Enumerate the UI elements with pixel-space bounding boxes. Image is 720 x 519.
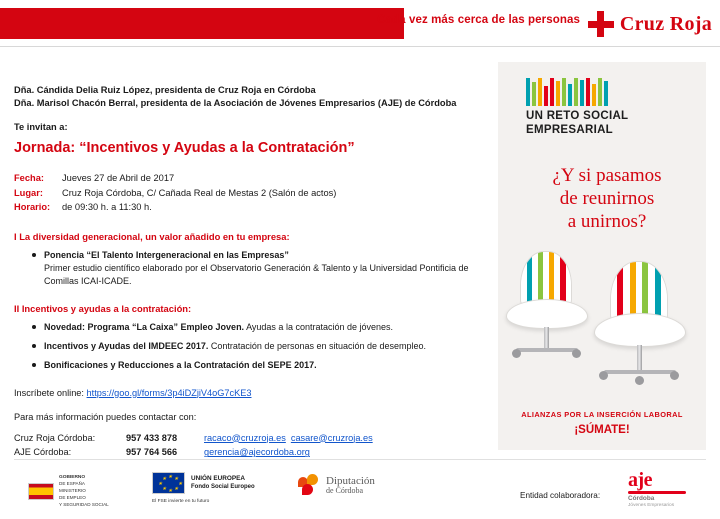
header-red-bar xyxy=(0,8,404,39)
chair-right-base xyxy=(604,370,676,374)
union-europea-text xyxy=(191,475,255,492)
list-item-bold: Incentivos y Ayudas del IMDEEC 2017. xyxy=(44,341,209,352)
eu-line3: El FSE invierte en tu futuro xyxy=(152,499,210,504)
eu-flag-icon: ★ ★ ★ ★ ★ ★ ★ ★ xyxy=(152,472,185,494)
page-title: Jornada: “Incentivos y Ayudas a la Contratación” xyxy=(14,139,355,156)
detail-value-horario: de 09:30 h. a 11:30 h. xyxy=(62,202,152,213)
diputacion-text xyxy=(326,475,375,496)
signup-line xyxy=(14,388,484,398)
header-tagline: Cada vez más cerca de las personas xyxy=(377,14,580,26)
diputacion-cordoba-logo xyxy=(298,474,375,496)
poster-slogan xyxy=(512,164,702,234)
detail-row-lugar xyxy=(14,186,484,201)
gobierno-line3: MINISTERIO xyxy=(59,488,86,494)
chair-right-caster xyxy=(635,376,644,385)
collaborator-label: Entidad colaboradora: xyxy=(520,491,601,500)
poster-slogan-line3: a unirnos? xyxy=(567,211,647,233)
detail-value-fecha: Jueves 27 de Abril de 2017 xyxy=(62,172,175,183)
eu-line2: Fondo Social Europeo xyxy=(191,484,255,491)
main-content xyxy=(14,84,484,460)
section-1-list xyxy=(14,249,484,287)
chair-right-post xyxy=(637,345,642,371)
list-item xyxy=(44,340,484,353)
spain-flag-icon xyxy=(28,483,54,500)
chair-left-seat xyxy=(506,299,588,329)
contact-emails xyxy=(204,431,378,446)
chair-right-seat xyxy=(594,313,686,347)
contact-emails xyxy=(204,445,315,460)
contact-org: Cruz Roja Córdoba: xyxy=(14,432,96,443)
barcode-icon xyxy=(526,78,646,106)
aje-subtitle xyxy=(628,495,674,510)
email-link[interactable]: casare@cruzroja.es xyxy=(290,432,373,443)
gobierno-line2: DE ESPAÑA xyxy=(59,481,85,487)
contact-row-cruzroja xyxy=(14,431,484,446)
header-divider xyxy=(0,46,720,47)
gobierno-espana-logo xyxy=(28,474,109,509)
list-item-text: Contratación de personas en situación de desempleo. xyxy=(210,341,427,352)
poster-footer-line: ALIANZAS POR LA INSERCIÓN LABORAL xyxy=(521,410,683,419)
chair-left-caster xyxy=(512,349,521,358)
signup-form-link[interactable]: https://goo.gl/forms/3p4iDZjiV4oG7cKE3 xyxy=(86,387,252,398)
contact-phone: 957 433 878 xyxy=(126,432,178,443)
invite-line: Te invitan a: xyxy=(14,121,68,132)
chair-left-caster xyxy=(572,349,581,358)
gobierno-line5: Y SEGURIDAD SOCIAL xyxy=(59,501,109,507)
contact-row-aje xyxy=(14,445,484,460)
contact-intro: Para más información puedes contactar con: xyxy=(14,411,197,422)
chair-left-post xyxy=(544,327,549,349)
contact-phone: 957 764 566 xyxy=(126,447,178,458)
detail-label-fecha: Fecha: xyxy=(14,172,44,183)
list-item xyxy=(44,249,484,287)
poster-slogan-line1: ¿Y si pasamos xyxy=(552,165,662,186)
list-item-bold: Ponencia “El Talento Intergeneracional en las Empresas” xyxy=(44,250,289,260)
footer-divider xyxy=(14,459,706,460)
page-header xyxy=(0,0,720,47)
gobierno-text xyxy=(59,474,109,509)
aje-logo xyxy=(628,469,690,513)
gobierno-line1: GOBIERNO xyxy=(59,475,86,480)
cruz-roja-logo-text: Cruz Roja xyxy=(619,12,712,35)
eu-line1: UNIÓN EUROPEA xyxy=(191,474,245,482)
list-item-bold: Bonificaciones y Reducciones a la Contratación del SEPE 2017. xyxy=(44,359,317,370)
detail-value-lugar: Cruz Roja Córdoba, C/ Cañada Real de Mestas 2 (Salón de actos) xyxy=(62,187,337,198)
chair-right-caster xyxy=(670,371,679,380)
email-link[interactable]: racaco@cruzroja.es xyxy=(204,432,286,443)
poster-kicker-line1: UN RETO SOCIAL xyxy=(526,110,629,122)
aje-swoosh-icon xyxy=(628,491,686,494)
event-details xyxy=(14,171,484,215)
list-item-text: Ayudas a la contratación de jóvenes. xyxy=(246,322,394,333)
aje-line2: Jóvenes Empresarios xyxy=(628,503,675,509)
email-link[interactable]: gerencia@ajecordoba.org xyxy=(204,447,310,458)
diputacion-line1: Diputación xyxy=(326,474,375,487)
diputacion-line2: de Córdoba xyxy=(326,485,364,495)
aje-line1: Córdoba xyxy=(628,495,655,502)
detail-row-fecha xyxy=(14,171,484,186)
cruz-roja-logo xyxy=(588,6,712,42)
poster-slogan-line2: de reunirnos xyxy=(559,188,655,210)
section-heading-2: II Incentivos y ayudas a la contratación: xyxy=(14,303,192,315)
campaign-poster xyxy=(498,62,706,450)
poster-kicker xyxy=(526,109,628,138)
list-item xyxy=(44,359,484,372)
detail-label-lugar: Lugar: xyxy=(14,187,43,198)
signup-prefix: Inscríbete online: xyxy=(14,387,84,398)
chair-left-base xyxy=(516,348,578,352)
detail-label-horario: Horario: xyxy=(14,202,51,213)
poster-kicker-line2: EMPRESARIAL xyxy=(526,124,614,137)
section-heading-1: I La diversidad generacional, un valor añadido en tu empresa: xyxy=(14,231,290,242)
page-footer xyxy=(0,466,720,519)
contact-org: AJE Córdoba: xyxy=(14,447,72,458)
red-cross-icon xyxy=(588,11,614,37)
aje-logo-text: aje xyxy=(628,469,653,491)
gobierno-line4: DE EMPLEO xyxy=(59,494,86,500)
diputacion-cordoba-icon xyxy=(298,474,320,496)
presenters-block xyxy=(14,84,484,111)
presenter-2: Dña. Marisol Chacón Berral, presidenta de la Asociación de Jóvenes Empresarios (AJE) de Córdoba xyxy=(14,98,457,109)
detail-row-horario xyxy=(14,200,484,215)
union-europea-logo xyxy=(152,472,255,494)
section-2-list xyxy=(14,321,484,371)
office-chairs-illustration xyxy=(498,247,706,407)
list-item-text: Primer estudio científico elaborado por el Observatorio Generación & Talento y la Universidad Pontificia de Comillas ICAI-ICADE. xyxy=(44,262,469,286)
poster-call-to-action: ¡SÚMATE! xyxy=(574,424,630,436)
list-item-bold: Novedad: Programa “La Caixa” Empleo Joven. xyxy=(44,322,245,333)
presenter-1: Dña. Cándida Delia Ruiz López, presidenta de Cruz Roja en Córdoba xyxy=(14,85,316,95)
list-item xyxy=(44,321,484,334)
chair-left-stripes xyxy=(521,252,571,306)
chair-right-caster xyxy=(599,371,608,380)
contact-table xyxy=(14,431,484,460)
